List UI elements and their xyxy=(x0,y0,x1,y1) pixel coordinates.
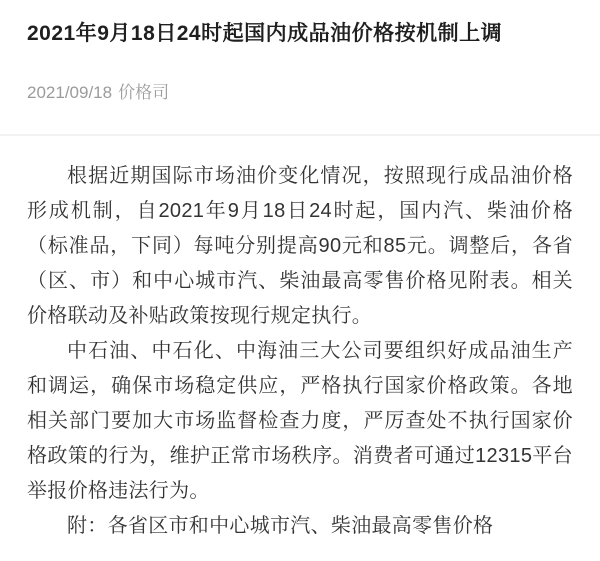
paragraph-attachment-note: 附：各省区市和中心城市汽、柴油最高零售价格 xyxy=(67,515,494,537)
paragraph: 中石油、中石化、中海油三大公司要组织好成品油生产和调运，确保市场稳定供应，严格执行国家价格政策。各地相关部门要加大市场监督检查力度，严厉查处不执行国家价格政策的行为，维护正常市场秩序。消费者可通过12315平台举报价格违法行为。 xyxy=(27,340,573,502)
department-name: 价格司 xyxy=(118,83,170,102)
article-body xyxy=(27,159,573,544)
article-body-wrap xyxy=(0,159,600,544)
divider xyxy=(0,134,600,136)
paragraph: 根据近期国际市场油价变化情况，按照现行成品油价格形成机制，自2021年9月18日24时起，国内汽、柴油价格（标准品，下同）每吨分别提高90元和85元。调整后，各省（区、市）和中心城市汽、柴油最高零售价格见附表。相关价格联动及补贴政策按现行规定执行。 xyxy=(27,165,573,327)
article-meta xyxy=(27,82,573,104)
article-content xyxy=(0,0,600,104)
article-title: 2021年9月18日24时起国内成品油价格按机制上调 xyxy=(27,22,503,45)
publish-date: 2021/09/18 xyxy=(27,83,113,102)
